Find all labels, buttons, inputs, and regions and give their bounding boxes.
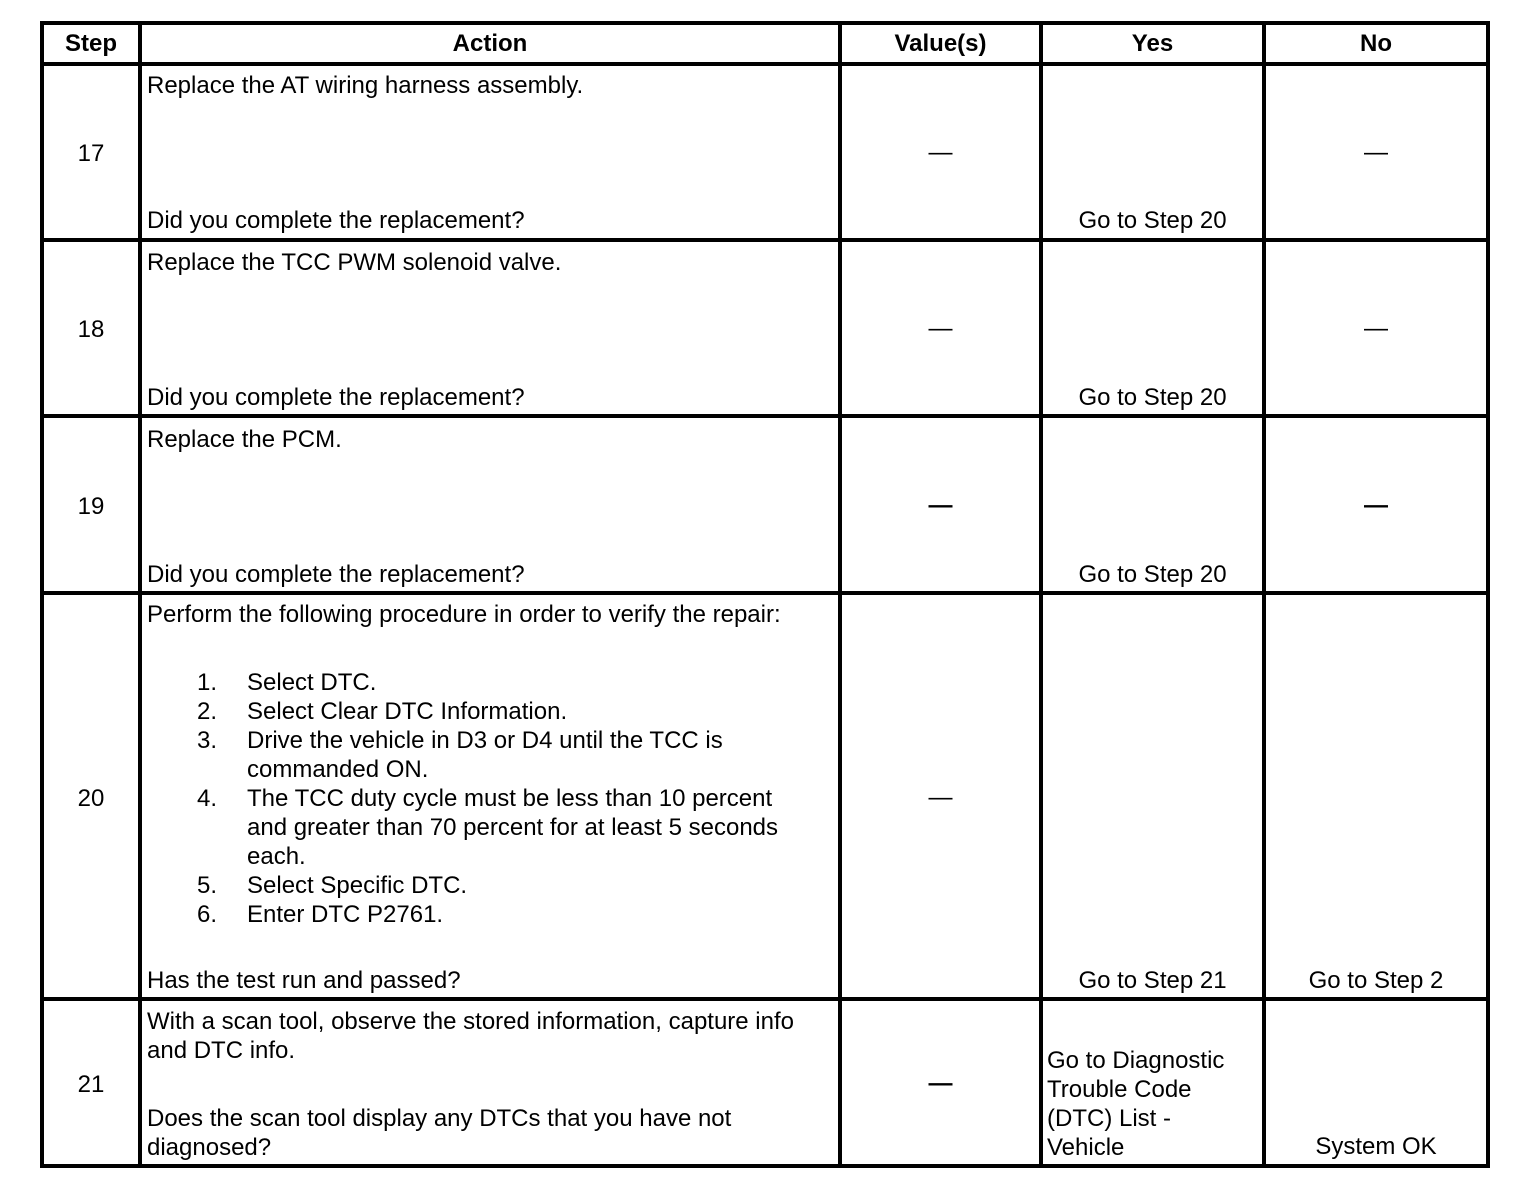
row-divider [40, 591, 1490, 595]
list-item [147, 668, 827, 697]
row-divider [40, 414, 1490, 418]
action-question: Did you complete the replacement? [147, 561, 525, 588]
yes-result: Go to Diagnostic Trouble Code (DTC) List - Vehicle [1047, 1047, 1225, 1161]
header-step: Step [64, 30, 117, 57]
table-border-right [1486, 21, 1490, 1168]
yes-result: Go to Step 20 [1078, 207, 1227, 234]
row-divider [40, 997, 1490, 1001]
list-text: Select Specific DTC. [247, 872, 468, 899]
step-number: 20 [77, 785, 105, 812]
action-question: Has the test run and passed? [147, 967, 461, 994]
step-number: 17 [77, 140, 105, 167]
list-number: 4. [197, 785, 218, 812]
step-number: 18 [77, 316, 105, 343]
list-item [147, 784, 817, 871]
action-question: Did you complete the replacement? [147, 207, 525, 234]
list-number: 1. [197, 669, 218, 696]
list-text: Select DTC. [247, 669, 377, 696]
value-cell: — [928, 492, 953, 519]
yes-result: Go to Step 20 [1078, 561, 1227, 588]
row-divider [40, 238, 1490, 242]
list-item [147, 871, 827, 900]
action-instruction: Perform the following procedure in order to verify the repair: [147, 601, 781, 628]
list-number: 2. [197, 698, 218, 725]
column-divider [1262, 21, 1266, 1168]
column-divider [838, 21, 842, 1168]
no-result: — [1364, 139, 1388, 166]
action-instruction: Replace the AT wiring harness assembly. [147, 72, 584, 99]
column-divider [138, 21, 142, 1168]
list-number: 6. [197, 901, 218, 928]
yes-result: Go to Step 20 [1078, 384, 1227, 411]
list-text: Enter DTC P2761. [247, 901, 444, 928]
value-cell: — [928, 315, 953, 342]
list-item [147, 900, 827, 929]
no-result: — [1364, 315, 1388, 342]
yes-result: Go to Step 21 [1078, 967, 1227, 994]
header-values: Value(s) [894, 30, 987, 57]
header-yes: Yes [1131, 30, 1174, 57]
step-number: 21 [77, 1071, 105, 1098]
table-border-left [40, 21, 44, 1168]
list-number: 3. [197, 727, 218, 754]
action-instruction: Replace the TCC PWM solenoid valve. [147, 249, 562, 276]
list-text: The TCC duty cycle must be less than 10 percent and greater than 70 percent for at least 5 seconds each. [247, 785, 779, 870]
table-border-top [40, 21, 1490, 25]
header-action: Action [452, 30, 528, 57]
header-divider [40, 62, 1490, 66]
list-text: Drive the vehicle in D3 or D4 until the TCC is commanded ON. [247, 727, 723, 783]
action-question: Did you complete the replacement? [147, 384, 525, 411]
column-divider [1039, 21, 1043, 1168]
action-question: Does the scan tool display any DTCs that you have not diagnosed? [147, 1105, 732, 1161]
value-cell: — [928, 784, 953, 811]
action-instruction: With a scan tool, observe the stored information, capture info and DTC info. [147, 1008, 795, 1064]
step-number: 19 [77, 493, 105, 520]
action-instruction: Replace the PCM. [147, 426, 342, 453]
list-item [147, 726, 757, 784]
list-number: 5. [197, 872, 218, 899]
no-result: — [1364, 492, 1388, 519]
list-item [147, 697, 827, 726]
value-cell: — [928, 1070, 953, 1097]
header-no: No [1360, 30, 1392, 57]
table-border-bottom [40, 1164, 1490, 1168]
list-text: Select Clear DTC Information. [247, 698, 568, 725]
no-result: Go to Step 2 [1308, 967, 1444, 994]
value-cell: — [928, 139, 953, 166]
no-result: System OK [1315, 1133, 1437, 1160]
procedure-list [147, 668, 827, 929]
